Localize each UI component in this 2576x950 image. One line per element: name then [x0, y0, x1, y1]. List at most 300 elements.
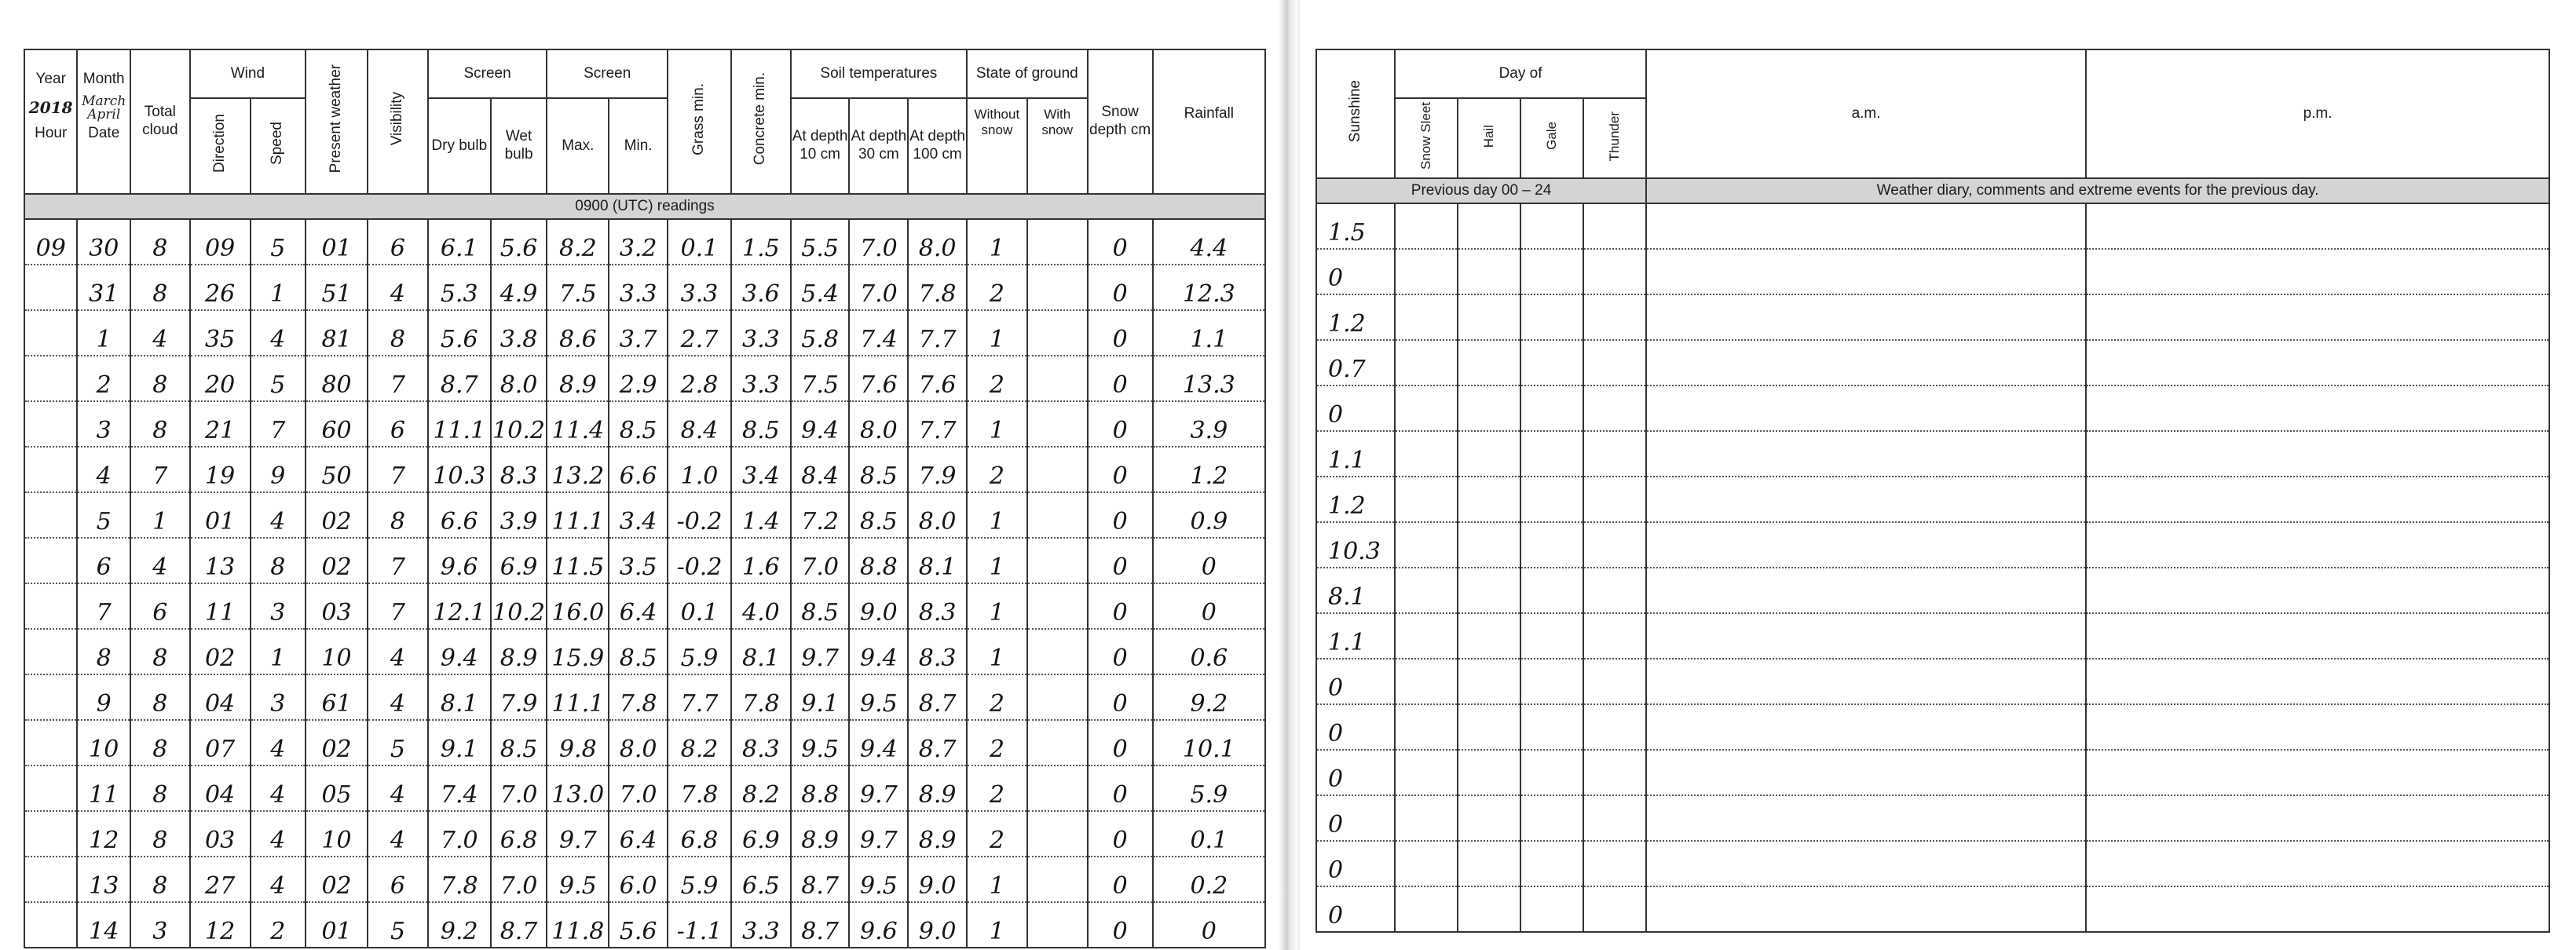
min-cell: 3.3: [609, 265, 668, 310]
grass-min-cell: 8.2: [668, 720, 731, 765]
max-cell: 8.9: [547, 356, 609, 401]
total-cloud-cell: 4: [130, 538, 190, 583]
table-row: [1316, 203, 2549, 249]
hour-cell: 09: [24, 219, 77, 265]
without-snow-cell: 1: [967, 857, 1027, 902]
soil-30cm-cell: 9.0: [849, 583, 908, 629]
thunder-cell: [1583, 750, 1646, 795]
table-row: [24, 401, 1265, 447]
dry-bulb-cell: 10.3: [428, 447, 491, 492]
soil-10cm-cell: 9.7: [791, 629, 850, 674]
sunshine-cell: 0: [1316, 750, 1395, 795]
present-weather-header: Present weather: [306, 49, 368, 194]
dry-bulb-cell: 8.1: [428, 674, 491, 720]
snow-depth-cell: 0: [1088, 265, 1153, 310]
snow-sleet-cell: [1395, 522, 1458, 568]
thunder-cell: [1583, 659, 1646, 704]
present-weather-cell: 81: [306, 310, 368, 356]
gale-cell: [1520, 750, 1583, 795]
weather-diary-band: Weather diary, comments and extreme events for the previous day.: [1646, 178, 2549, 203]
month-value-april: April: [87, 106, 121, 122]
concrete-min-cell: 8.2: [731, 765, 791, 811]
pm-diary-cell: [2086, 613, 2549, 659]
dry-bulb-cell: 7.8: [428, 857, 491, 902]
hour-cell: [24, 811, 77, 857]
sunshine-cell: 0: [1316, 841, 1395, 886]
table-row: [24, 902, 1265, 948]
thunder-cell: [1583, 477, 1646, 522]
wind-direction-cell: 02: [190, 629, 251, 674]
soil-30cm-cell: 9.7: [849, 811, 908, 857]
hail-cell: [1458, 385, 1520, 431]
year-value: 2018: [28, 97, 73, 117]
concrete-min-cell: 3.3: [731, 310, 791, 356]
wind-speed-cell: 4: [251, 857, 306, 902]
hour-cell: [24, 765, 77, 811]
wet-bulb-cell: 4.9: [491, 265, 547, 310]
hail-cell: [1458, 477, 1520, 522]
snow-depth-cell: 0: [1088, 811, 1153, 857]
present-weather-cell: 10: [306, 629, 368, 674]
wind-speed-cell: 1: [251, 265, 306, 310]
table-row: [24, 538, 1265, 583]
wet-bulb-cell: 6.9: [491, 538, 547, 583]
sunshine-cell: 1.1: [1316, 431, 1395, 477]
rainfall-cell: 0: [1153, 902, 1265, 948]
with-snow-cell: [1027, 857, 1088, 902]
visibility-cell: 8: [368, 310, 428, 356]
date-cell: 8: [77, 629, 130, 674]
rainfall-cell: 0: [1153, 538, 1265, 583]
snow-sleet-cell: [1395, 477, 1458, 522]
soil-100cm-cell: 8.9: [908, 765, 967, 811]
table-row: [24, 219, 1265, 265]
soil-30cm-cell: 9.5: [849, 857, 908, 902]
wet-bulb-cell: 5.6: [491, 219, 547, 265]
max-cell: 8.2: [547, 219, 609, 265]
max-cell: 9.7: [547, 811, 609, 857]
without-snow-cell: 1: [967, 538, 1027, 583]
soil-100cm-cell: 8.3: [908, 629, 967, 674]
grass-min-cell: 2.7: [668, 310, 731, 356]
soil-10cm-cell: 5.8: [791, 310, 850, 356]
soil-30cm-cell: 9.5: [849, 674, 908, 720]
total-cloud-cell: 8: [130, 674, 190, 720]
grass-min-cell: 7.8: [668, 765, 731, 811]
visibility-cell: 5: [368, 902, 428, 948]
min-cell: 6.4: [609, 811, 668, 857]
sunshine-cell: 0: [1316, 249, 1395, 294]
concrete-min-cell: 7.8: [731, 674, 791, 720]
wet-bulb-cell: 8.5: [491, 720, 547, 765]
sunshine-cell: 1.1: [1316, 613, 1395, 659]
soil-10cm-cell: 7.0: [791, 538, 850, 583]
date-cell: 9: [77, 674, 130, 720]
am-diary-cell: [1646, 841, 2086, 886]
max-cell: 9.8: [547, 720, 609, 765]
concrete-min-cell: 6.5: [731, 857, 791, 902]
hail-cell: [1458, 203, 1520, 249]
grass-min-cell: -0.2: [668, 538, 731, 583]
soil-30cm-cell: 8.8: [849, 538, 908, 583]
sunshine-cell: 1.2: [1316, 294, 1395, 340]
max-cell: 9.5: [547, 857, 609, 902]
hour-cell: [24, 629, 77, 674]
wind-speed-cell: 4: [251, 720, 306, 765]
diary-body: [1316, 203, 2549, 932]
soil-10cm-cell: 8.7: [791, 857, 850, 902]
present-weather-cell: 02: [306, 538, 368, 583]
thunder-cell: [1583, 841, 1646, 886]
soil-30cm-cell: 8.5: [849, 447, 908, 492]
min-cell: 3.4: [609, 492, 668, 538]
pm-diary-cell: [2086, 659, 2549, 704]
grass-min-cell: 0.1: [668, 583, 731, 629]
snow-depth-cell: 0: [1088, 857, 1153, 902]
wind-direction-cell: 09: [190, 219, 251, 265]
without-snow-cell: 1: [967, 583, 1027, 629]
soil-100cm-cell: 7.9: [908, 447, 967, 492]
sunshine-cell: 0.7: [1316, 340, 1395, 385]
with-snow-cell: [1027, 583, 1088, 629]
present-weather-cell: 05: [306, 765, 368, 811]
date-cell: 10: [77, 720, 130, 765]
without-snow-cell: 2: [967, 765, 1027, 811]
snow-sleet-cell: [1395, 886, 1458, 932]
present-weather-cell: 80: [306, 356, 368, 401]
depth-30cm-header: At depth 30 cm: [849, 98, 908, 194]
am-diary-cell: [1646, 340, 2086, 385]
thunder-cell: [1583, 886, 1646, 932]
hour-cell: [24, 356, 77, 401]
hail-cell: [1458, 659, 1520, 704]
soil-30cm-cell: 8.5: [849, 492, 908, 538]
visibility-cell: 8: [368, 492, 428, 538]
pm-diary-cell: [2086, 886, 2549, 932]
rainfall-header: Rainfall: [1153, 49, 1265, 194]
min-cell: 6.0: [609, 857, 668, 902]
wet-bulb-cell: 7.0: [491, 857, 547, 902]
present-weather-cell: 10: [306, 811, 368, 857]
table-row: [24, 265, 1265, 310]
visibility-cell: 4: [368, 674, 428, 720]
table-row: [24, 857, 1265, 902]
concrete-min-cell: 4.0: [731, 583, 791, 629]
wind-direction-cell: 27: [190, 857, 251, 902]
max-cell: 13.0: [547, 765, 609, 811]
present-weather-cell: 60: [306, 401, 368, 447]
visibility-cell: 7: [368, 583, 428, 629]
concrete-min-cell: 3.6: [731, 265, 791, 310]
table-row: [24, 811, 1265, 857]
am-diary-cell: [1646, 886, 2086, 932]
grass-min-cell: -1.1: [668, 902, 731, 948]
without-snow-cell: 2: [967, 674, 1027, 720]
grass-min-cell: 0.1: [668, 219, 731, 265]
sunshine-cell: 0: [1316, 385, 1395, 431]
wet-bulb-cell: 3.8: [491, 310, 547, 356]
snow-sleet-cell: [1395, 203, 1458, 249]
hail-cell: [1458, 795, 1520, 841]
max-header: Max.: [547, 98, 609, 194]
soil-30cm-cell: 9.6: [849, 902, 908, 948]
hail-cell: [1458, 704, 1520, 750]
grass-min-cell: 8.4: [668, 401, 731, 447]
date-label: Date: [88, 124, 120, 141]
wind-direction-cell: 13: [190, 538, 251, 583]
with-snow-cell: [1027, 629, 1088, 674]
max-cell: 11.8: [547, 902, 609, 948]
book-gutter: [1279, 0, 1297, 950]
pm-diary-cell: [2086, 795, 2549, 841]
without-snow-header: Without snow: [967, 98, 1027, 194]
dry-bulb-cell: 5.3: [428, 265, 491, 310]
wind-direction-cell: 11: [190, 583, 251, 629]
readings-band: 0900 (UTC) readings: [24, 194, 1265, 219]
soil-temperatures-header: Soil temperatures: [791, 49, 967, 98]
am-diary-cell: [1646, 294, 2086, 340]
soil-10cm-cell: 8.5: [791, 583, 850, 629]
pm-diary-cell: [2086, 477, 2549, 522]
min-cell: 7.8: [609, 674, 668, 720]
snow-depth-cell: 0: [1088, 902, 1153, 948]
dry-bulb-cell: 7.0: [428, 811, 491, 857]
table-row: [1316, 477, 2549, 522]
wind-direction-cell: 19: [190, 447, 251, 492]
thunder-cell: [1583, 294, 1646, 340]
grass-min-cell: 5.9: [668, 629, 731, 674]
soil-10cm-cell: 8.7: [791, 902, 850, 948]
min-header: Min.: [609, 98, 668, 194]
am-diary-cell: [1646, 203, 2086, 249]
min-cell: 3.5: [609, 538, 668, 583]
snow-sleet-cell: [1395, 568, 1458, 613]
speed-header: Speed: [251, 98, 306, 194]
rainfall-cell: 1.2: [1153, 447, 1265, 492]
snow-depth-cell: 0: [1088, 765, 1153, 811]
wind-speed-cell: 1: [251, 629, 306, 674]
total-cloud-cell: 8: [130, 265, 190, 310]
hour-cell: [24, 447, 77, 492]
depth-10cm-header: At depth 10 cm: [791, 98, 850, 194]
without-snow-cell: 2: [967, 356, 1027, 401]
screen-header-2: Screen: [547, 49, 668, 98]
min-cell: 6.4: [609, 583, 668, 629]
snow-sleet-cell: [1395, 249, 1458, 294]
soil-100cm-cell: 7.6: [908, 356, 967, 401]
concrete-min-cell: 8.1: [731, 629, 791, 674]
pm-header: p.m.: [2086, 49, 2549, 178]
date-cell: 7: [77, 583, 130, 629]
gale-cell: [1520, 477, 1583, 522]
wind-speed-cell: 2: [251, 902, 306, 948]
concrete-min-cell: 1.5: [731, 219, 791, 265]
with-snow-cell: [1027, 674, 1088, 720]
total-cloud-cell: 8: [130, 857, 190, 902]
concrete-min-cell: 1.4: [731, 492, 791, 538]
am-diary-cell: [1646, 249, 2086, 294]
thunder-cell: [1583, 522, 1646, 568]
present-weather-cell: 61: [306, 674, 368, 720]
wind-speed-cell: 9: [251, 447, 306, 492]
table-row: [1316, 294, 2549, 340]
snow-depth-cell: 0: [1088, 219, 1153, 265]
hail-cell: [1458, 568, 1520, 613]
total-cloud-cell: 8: [130, 720, 190, 765]
min-cell: 8.0: [609, 720, 668, 765]
gale-cell: [1520, 659, 1583, 704]
without-snow-cell: 2: [967, 811, 1027, 857]
grass-min-cell: 2.8: [668, 356, 731, 401]
hail-cell: [1458, 249, 1520, 294]
min-cell: 3.2: [609, 219, 668, 265]
wind-direction-cell: 07: [190, 720, 251, 765]
rainfall-cell: 0.2: [1153, 857, 1265, 902]
date-cell: 5: [77, 492, 130, 538]
wind-direction-cell: 04: [190, 765, 251, 811]
table-row: [24, 492, 1265, 538]
soil-10cm-cell: 9.4: [791, 401, 850, 447]
dry-bulb-cell: 5.6: [428, 310, 491, 356]
without-snow-cell: 1: [967, 902, 1027, 948]
dry-bulb-cell: 6.6: [428, 492, 491, 538]
thunder-cell: [1583, 385, 1646, 431]
soil-10cm-cell: 8.9: [791, 811, 850, 857]
with-snow-cell: [1027, 902, 1088, 948]
with-snow-header: With snow: [1027, 98, 1088, 194]
without-snow-cell: 1: [967, 492, 1027, 538]
wind-header: Wind: [190, 49, 306, 98]
gale-cell: [1520, 203, 1583, 249]
soil-30cm-cell: 7.4: [849, 310, 908, 356]
max-cell: 11.1: [547, 492, 609, 538]
present-weather-cell: 51: [306, 265, 368, 310]
table-row: [1316, 249, 2549, 294]
snow-sleet-cell: [1395, 841, 1458, 886]
gale-cell: [1520, 704, 1583, 750]
table-row: [1316, 340, 2549, 385]
soil-30cm-cell: 9.4: [849, 629, 908, 674]
hail-cell: [1458, 613, 1520, 659]
grass-min-cell: 5.9: [668, 857, 731, 902]
gale-cell: [1520, 568, 1583, 613]
soil-100cm-cell: 8.7: [908, 674, 967, 720]
thunder-cell: [1583, 704, 1646, 750]
thunder-cell: [1583, 249, 1646, 294]
wet-bulb-cell: 8.9: [491, 629, 547, 674]
visibility-cell: 4: [368, 765, 428, 811]
max-cell: 8.6: [547, 310, 609, 356]
min-cell: 5.6: [609, 902, 668, 948]
dry-bulb-cell: 8.7: [428, 356, 491, 401]
total-cloud-cell: 1: [130, 492, 190, 538]
total-cloud-header: Total cloud: [130, 49, 190, 194]
am-diary-cell: [1646, 385, 2086, 431]
soil-10cm-cell: 5.4: [791, 265, 850, 310]
snow-sleet-header: Snow Sleet: [1395, 98, 1458, 178]
dry-bulb-cell: 11.1: [428, 401, 491, 447]
visibility-cell: 6: [368, 219, 428, 265]
wet-bulb-cell: 10.2: [491, 583, 547, 629]
without-snow-cell: 1: [967, 219, 1027, 265]
depth-100cm-header: At depth 100 cm: [908, 98, 967, 194]
soil-100cm-cell: 9.0: [908, 902, 967, 948]
month-label: Month: [82, 71, 125, 87]
total-cloud-cell: 4: [130, 310, 190, 356]
concrete-min-cell: 3.3: [731, 902, 791, 948]
table-row: [1316, 522, 2549, 568]
hail-header: Hail: [1458, 98, 1520, 178]
with-snow-cell: [1027, 720, 1088, 765]
sunshine-cell: 1.5: [1316, 203, 1395, 249]
max-cell: 16.0: [547, 583, 609, 629]
gale-cell: [1520, 431, 1583, 477]
soil-100cm-cell: 8.9: [908, 811, 967, 857]
visibility-header: Visibility: [368, 49, 428, 194]
hour-cell: [24, 401, 77, 447]
date-cell: 4: [77, 447, 130, 492]
hour-cell: [24, 265, 77, 310]
with-snow-cell: [1027, 492, 1088, 538]
wet-bulb-header: Wet bulb: [491, 98, 547, 194]
thunder-cell: [1583, 568, 1646, 613]
hour-cell: [24, 492, 77, 538]
wind-speed-cell: 4: [251, 811, 306, 857]
thunder-cell: [1583, 203, 1646, 249]
date-cell: 3: [77, 401, 130, 447]
visibility-cell: 7: [368, 356, 428, 401]
am-diary-cell: [1646, 522, 2086, 568]
present-weather-cell: 01: [306, 902, 368, 948]
table-row: [1316, 431, 2549, 477]
wind-speed-cell: 7: [251, 401, 306, 447]
month-value-march: March: [82, 93, 126, 109]
wind-speed-cell: 8: [251, 538, 306, 583]
rainfall-cell: 1.1: [1153, 310, 1265, 356]
am-diary-cell: [1646, 750, 2086, 795]
min-cell: 8.5: [609, 629, 668, 674]
year-label: Year: [35, 71, 66, 87]
snow-depth-cell: 0: [1088, 538, 1153, 583]
am-diary-cell: [1646, 795, 2086, 841]
wind-speed-cell: 4: [251, 310, 306, 356]
rainfall-cell: 3.9: [1153, 401, 1265, 447]
date-cell: 13: [77, 857, 130, 902]
present-weather-cell: 02: [306, 857, 368, 902]
date-cell: 30: [77, 219, 130, 265]
max-cell: 11.1: [547, 674, 609, 720]
soil-100cm-cell: 8.0: [908, 219, 967, 265]
dry-bulb-cell: 9.1: [428, 720, 491, 765]
grass-min-cell: 3.3: [668, 265, 731, 310]
pm-diary-cell: [2086, 431, 2549, 477]
snow-sleet-cell: [1395, 704, 1458, 750]
state-of-ground-header: State of ground: [967, 49, 1088, 98]
pm-diary-cell: [2086, 750, 2549, 795]
day-of-header: Day of: [1395, 49, 1646, 98]
concrete-min-cell: 3.3: [731, 356, 791, 401]
wind-speed-cell: 4: [251, 492, 306, 538]
max-cell: 13.2: [547, 447, 609, 492]
grass-min-header: Grass min.: [668, 49, 731, 194]
hour-label: Hour: [35, 124, 68, 141]
sunshine-cell: 0: [1316, 795, 1395, 841]
gale-cell: [1520, 886, 1583, 932]
total-cloud-cell: 6: [130, 583, 190, 629]
wind-speed-cell: 5: [251, 219, 306, 265]
soil-100cm-cell: 8.7: [908, 720, 967, 765]
table-row: [1316, 841, 2549, 886]
